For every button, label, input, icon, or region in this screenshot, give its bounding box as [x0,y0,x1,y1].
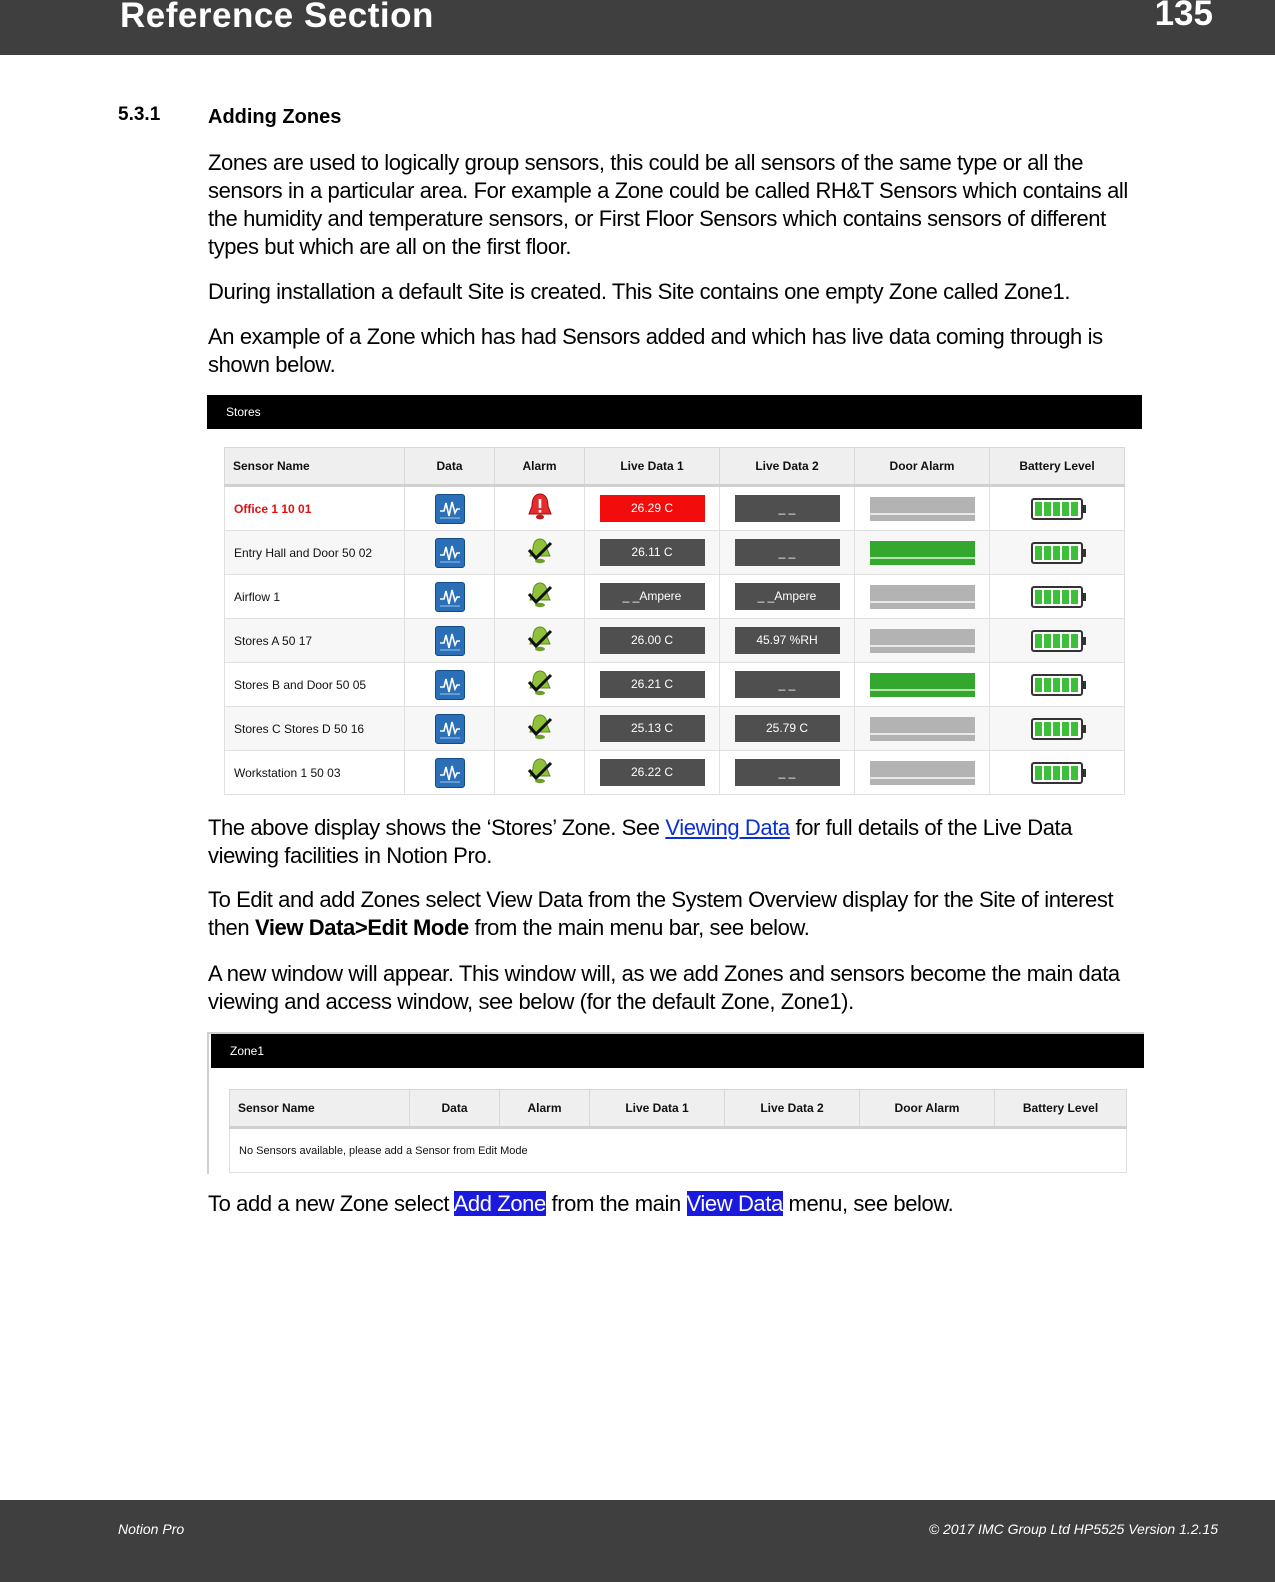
live-data-2-value[interactable]: _ _ [735,495,840,522]
p5-text-a: To Edit and add Zones select View Data from the System Overview display for the Site of interest then [208,887,1114,940]
alarm-bell-icon[interactable] [526,492,554,522]
alarm-ok-bell-icon[interactable] [525,712,555,742]
no-sensors-message: No Sensors available, please add a Sensor from Edit Mode [230,1128,1127,1173]
door-alarm-cell [855,619,990,663]
col-live-data-2[interactable]: Live Data 2 [725,1090,860,1128]
alarm-ok-bell-icon[interactable] [525,756,555,786]
live-data-1-value[interactable]: 26.22 C [600,759,705,786]
chart-icon[interactable] [435,714,465,744]
chart-icon[interactable] [435,758,465,788]
alarm-cell [495,619,585,663]
battery-level-cell [990,751,1125,795]
alarm-cell [495,575,585,619]
add-zone-menu-item[interactable]: Add Zone [453,1191,546,1216]
sensor-name-cell[interactable]: Office 1 10 01 [225,486,405,531]
data-cell [405,663,495,707]
chart-icon[interactable] [435,494,465,524]
battery-icon [1031,586,1083,608]
table-row[interactable] [225,575,1125,619]
alarm-ok-bell-icon[interactable] [525,624,555,654]
table-row[interactable] [225,486,1125,531]
table-row[interactable] [225,619,1125,663]
data-cell [405,707,495,751]
sensor-name-cell[interactable]: Workstation 1 50 03 [225,751,405,795]
data-cell [405,619,495,663]
table-header-row [230,1090,1127,1128]
chart-icon[interactable] [435,538,465,568]
live-data-2-cell [720,531,855,575]
live-data-2-value[interactable]: 25.79 C [735,715,840,742]
live-data-1-cell [585,707,720,751]
battery-icon [1031,718,1083,740]
door-alarm-indicator [870,629,975,653]
battery-level-cell [990,575,1125,619]
page-footer [0,1500,1275,1582]
data-cell [405,751,495,795]
zone1-title: Zone1 [230,1044,265,1058]
live-data-2-cell [720,751,855,795]
door-alarm-indicator [870,761,975,785]
col-live-data-1[interactable]: Live Data 1 [590,1090,725,1128]
stores-sensor-table [224,447,1125,795]
stores-zone-panel [207,395,1142,797]
door-alarm-indicator [870,497,975,521]
door-alarm-cell [855,531,990,575]
sensor-name-cell[interactable]: Entry Hall and Door 50 02 [225,531,405,575]
paragraph-example-zone: An example of a Zone which has had Sensors added and which has live data coming through is shown below. [208,324,1103,377]
battery-icon [1031,498,1083,520]
alarm-cell [495,486,585,531]
col-door-alarm[interactable]: Door Alarm [860,1090,995,1128]
live-data-1-value[interactable]: 26.00 C [600,627,705,654]
p7-text-c: menu, see below. [782,1191,954,1216]
paragraph-new-window: A new window will appear. This window will, as we add Zones and sensors become the main data viewing and access window, see below (for the default Zone, Zone1). [208,961,1120,1014]
battery-icon [1031,674,1083,696]
edit-mode-menu-path: View Data>Edit Mode [254,915,469,940]
live-data-1-cell [585,486,720,531]
live-data-2-value[interactable]: _ _ [735,671,840,698]
page-number: 135 [1154,0,1213,33]
col-battery-level[interactable]: Battery Level [990,448,1125,486]
stores-title-bar [207,395,1142,429]
door-alarm-cell [855,486,990,531]
live-data-1-value[interactable]: 26.21 C [600,671,705,698]
col-sensor-name[interactable]: Sensor Name [230,1090,410,1128]
live-data-2-value[interactable]: _ _Ampere [735,583,840,610]
live-data-2-cell [720,707,855,751]
paragraph-add-zone [208,1190,1148,1218]
data-cell [405,486,495,531]
col-alarm[interactable]: Alarm [500,1090,590,1128]
alarm-cell [495,707,585,751]
data-cell [405,575,495,619]
col-live-data-2[interactable]: Live Data 2 [720,448,855,486]
live-data-1-cell [585,575,720,619]
live-data-1-cell [585,619,720,663]
p4-text-a: The above display shows the ‘Stores’ Zone. See [208,815,666,840]
sensor-name-cell[interactable]: Stores C Stores D 50 16 [225,707,405,751]
alarm-cell [495,751,585,795]
battery-level-cell [990,707,1125,751]
alarm-ok-bell-icon[interactable] [525,668,555,698]
p7-text-a: To add a new Zone select [208,1191,454,1216]
chart-icon[interactable] [435,670,465,700]
zone1-title-bar [211,1034,1144,1068]
chart-icon[interactable] [435,626,465,656]
door-alarm-cell [855,663,990,707]
p5-text-b: from the main menu bar, see below. [468,915,810,940]
col-battery-level[interactable]: Battery Level [995,1090,1127,1128]
live-data-2-cell [720,575,855,619]
col-sensor-name[interactable]: Sensor Name [225,448,405,486]
live-data-1-cell [585,531,720,575]
view-data-menu[interactable]: View Data [686,1191,783,1216]
live-data-2-value[interactable]: _ _ [735,539,840,566]
sensor-name-cell[interactable]: Stores A 50 17 [225,619,405,663]
viewing-data-link[interactable]: Viewing Data [665,815,790,840]
door-alarm-cell [855,707,990,751]
paragraph-edit-mode [208,886,1148,942]
live-data-1-value[interactable]: 26.29 C [600,495,705,522]
sensor-name-cell[interactable]: Airflow 1 [225,575,405,619]
battery-icon [1031,630,1083,652]
col-data[interactable]: Data [410,1090,500,1128]
footer-copyright: © 2017 IMC Group Ltd HP5525 Version 1.2.15 [928,1521,1218,1537]
live-data-2-value[interactable]: _ _ [735,759,840,786]
paragraph-zones-intro: Zones are used to logically group sensors, this could be all sensors of the same type or all the sensors in a particular area. For example a Zone could be called RH&T Sensors which contains all the humidity and temperature sensors, or First Floor Sensors which contains sensors of different types but which are all on the first floor. [208,150,1128,259]
live-data-2-cell [720,663,855,707]
empty-row [230,1128,1127,1173]
data-cell [405,531,495,575]
alarm-ok-bell-icon[interactable] [525,536,555,566]
paragraph-default-site: During installation a default Site is created. This Site contains one empty Zone called Zone1. [208,279,1071,304]
zone1-sensor-table [229,1089,1127,1173]
battery-level-cell [990,619,1125,663]
battery-level-cell [990,531,1125,575]
paragraph-stores-zone [208,814,1148,870]
col-data[interactable]: Data [405,448,495,486]
footer-product: Notion Pro [118,1521,185,1537]
table-row[interactable] [225,751,1125,795]
zone1-panel [207,1032,1144,1174]
col-alarm[interactable]: Alarm [495,448,585,486]
door-alarm-indicator [870,585,975,609]
live-data-2-cell [720,619,855,663]
live-data-1-cell [585,663,720,707]
table-header-row [225,448,1125,486]
col-live-data-1[interactable]: Live Data 1 [585,448,720,486]
live-data-2-cell [720,486,855,531]
chart-icon[interactable] [435,582,465,612]
door-alarm-indicator [870,673,975,697]
table-row[interactable] [225,663,1125,707]
live-data-1-value[interactable]: 26.11 C [600,539,705,566]
battery-icon [1031,762,1083,784]
alarm-cell [495,663,585,707]
alarm-ok-bell-icon[interactable] [525,580,555,610]
battery-level-cell [990,663,1125,707]
door-alarm-cell [855,575,990,619]
table-row[interactable] [225,531,1125,575]
table-row[interactable] [225,707,1125,751]
live-data-1-cell [585,751,720,795]
header-title: Reference Section [120,0,434,35]
section-number: 5.3.1 [118,104,161,125]
page-header [0,0,1275,55]
section-title: Adding Zones [208,106,342,128]
p4-text-b: for full details of the Live Data viewing facilities in Notion Pro. [208,815,1073,868]
door-alarm-indicator [870,717,975,741]
sensor-name-cell[interactable]: Stores B and Door 50 05 [225,663,405,707]
alarm-cell [495,531,585,575]
live-data-1-value[interactable]: _ _Ampere [600,583,705,610]
door-alarm-cell [855,751,990,795]
live-data-1-value[interactable]: 25.13 C [600,715,705,742]
col-door-alarm[interactable]: Door Alarm [855,448,990,486]
battery-icon [1031,542,1083,564]
p7-text-b: from the main [545,1191,687,1216]
stores-title: Stores [226,405,261,419]
live-data-2-value[interactable]: 45.97 %RH [735,627,840,654]
battery-level-cell [990,486,1125,531]
door-alarm-indicator [870,541,975,565]
